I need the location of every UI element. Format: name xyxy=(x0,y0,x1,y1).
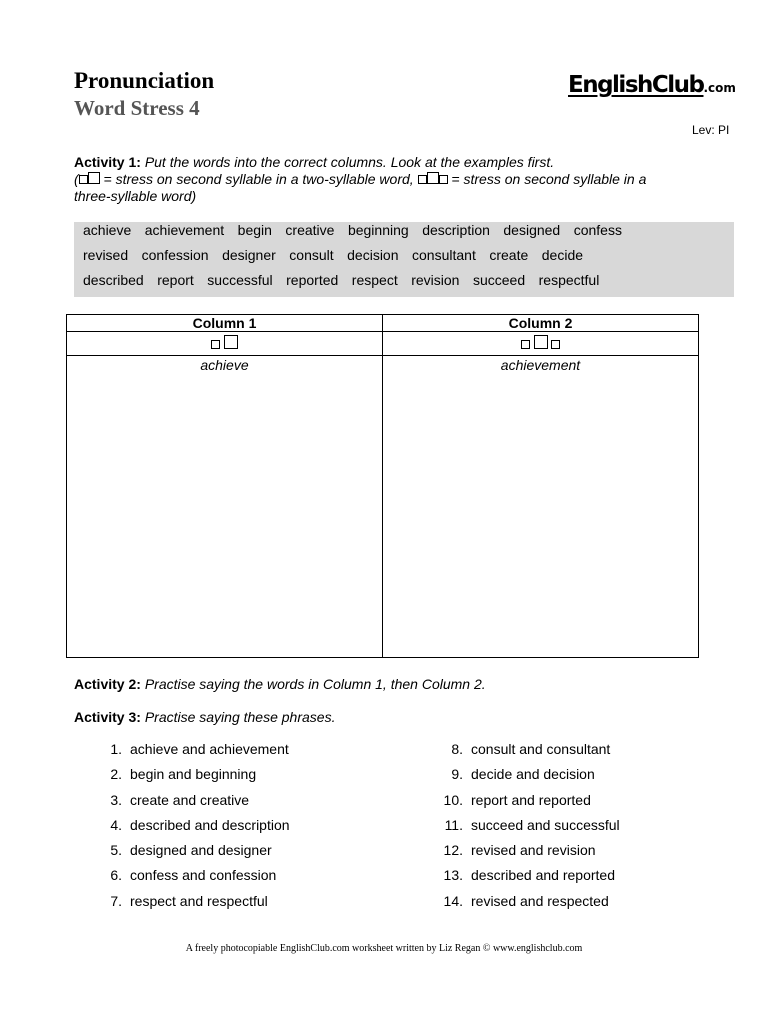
phrase-text: revised and respected xyxy=(471,892,609,909)
phrase-number: 13. xyxy=(443,867,463,884)
englishclub-logo xyxy=(568,72,736,98)
legend-open-paren: ( xyxy=(74,171,79,187)
page-title: Pronunciation xyxy=(74,68,215,93)
column-2-answers[interactable] xyxy=(383,356,699,658)
phrase-number: 8. xyxy=(451,741,463,757)
phrase-number: 5. xyxy=(110,842,122,859)
phrase-item xyxy=(104,792,290,817)
phrase-text: respect and respectful xyxy=(130,892,268,909)
word-bank-word: consultant xyxy=(412,247,476,263)
small-square-icon xyxy=(79,175,88,184)
word-bank-word: decision xyxy=(347,247,399,263)
column-2-header: Column 2 xyxy=(383,315,699,332)
word-bank-word: begin xyxy=(237,222,272,238)
level-label: Lev: PI xyxy=(692,123,730,137)
small-square-icon xyxy=(211,340,220,349)
phrase-item xyxy=(104,893,290,918)
activity-1-text: Put the words into the correct columns. Look at the examples first. xyxy=(144,154,555,170)
word-bank-row xyxy=(83,222,635,238)
footer-credit: A freely photocopiable EnglishClub.com worksheet written by Liz Regan © www.englishclub.com xyxy=(185,943,583,954)
legend-three-syllable-text-cont: three-syllable word) xyxy=(74,188,197,204)
activity-3-instructions xyxy=(74,709,335,726)
phrase-text: achieve and achievement xyxy=(130,741,289,757)
word-bank-word: successful xyxy=(207,272,273,288)
activity-3-text: Practise saying these phrases. xyxy=(144,709,336,725)
word-bank-word: achievement xyxy=(144,222,225,238)
word-bank-word: consult xyxy=(289,247,334,263)
column-2-stress-pattern xyxy=(383,332,699,356)
phrase-item xyxy=(440,867,620,892)
phrase-text: described and reported xyxy=(471,867,615,884)
phrase-number: 2. xyxy=(110,766,122,783)
word-bank-word: designer xyxy=(222,247,276,263)
phrase-item xyxy=(440,817,620,842)
big-square-icon xyxy=(534,335,548,349)
phrase-text: consult and consultant xyxy=(471,741,611,757)
phrase-item xyxy=(440,766,620,791)
phrase-item xyxy=(440,792,620,817)
column-2-example: achievement xyxy=(500,357,581,373)
phrase-number: 1. xyxy=(110,741,122,757)
word-bank-row xyxy=(83,247,597,263)
word-bank-word: decide xyxy=(541,247,584,263)
small-square-icon xyxy=(418,175,427,184)
big-square-icon xyxy=(427,172,439,184)
phrase-text: designed and designer xyxy=(130,842,272,859)
activity-1-instructions xyxy=(74,154,734,205)
column-1-stress-pattern xyxy=(67,332,383,356)
phrase-number: 4. xyxy=(110,816,122,833)
word-bank-word: confession xyxy=(141,247,209,263)
phrase-text: revised and revision xyxy=(471,842,596,859)
logo-main-text: EnglishClub xyxy=(568,72,704,98)
word-bank-word: achieve xyxy=(83,222,132,238)
phrase-item xyxy=(104,842,290,867)
word-bank-row xyxy=(83,272,613,288)
word-bank-word: reported xyxy=(286,272,339,288)
small-square-icon xyxy=(521,340,530,349)
word-bank-word: creative xyxy=(285,222,335,238)
phrase-text: begin and beginning xyxy=(130,766,257,783)
activity-3-label: Activity 3: xyxy=(74,709,141,725)
phrase-list-left xyxy=(104,741,290,918)
small-square-icon xyxy=(551,340,560,349)
phrase-item xyxy=(104,867,290,892)
phrase-item xyxy=(104,817,290,842)
word-bank-word: create xyxy=(489,247,529,263)
word-bank-word: revision xyxy=(411,272,460,288)
phrase-number: 12. xyxy=(443,842,463,859)
word-bank-word: designed xyxy=(503,222,561,238)
phrase-item xyxy=(104,766,290,791)
phrase-item xyxy=(440,741,620,766)
legend-two-syllable-text: = stress on second syllable in a two-syllable word, xyxy=(99,171,418,187)
word-bank-word: respect xyxy=(351,272,398,288)
phrase-item xyxy=(104,741,290,766)
activity-2-text: Practise saying the words in Column 1, then Column 2. xyxy=(144,676,486,692)
big-square-icon xyxy=(88,172,100,184)
phrase-text: create and creative xyxy=(130,791,250,808)
phrase-text: described and description xyxy=(130,816,290,833)
phrase-item xyxy=(440,893,620,918)
phrase-number: 14. xyxy=(443,892,463,909)
word-bank-word: report xyxy=(157,272,194,288)
legend-three-syllable-text: = stress on second syllable in a xyxy=(447,171,647,187)
phrase-number: 10. xyxy=(443,791,463,808)
phrase-list-right xyxy=(440,741,620,918)
word-bank-word: description xyxy=(422,222,490,238)
phrase-number: 6. xyxy=(110,867,122,884)
columns-table xyxy=(66,314,699,658)
word-bank-word: described xyxy=(83,272,144,288)
small-square-icon xyxy=(439,175,448,184)
word-bank-word: succeed xyxy=(472,272,526,288)
word-bank-word: respectful xyxy=(538,272,600,288)
phrase-number: 3. xyxy=(110,791,122,808)
phrase-item xyxy=(440,842,620,867)
activity-1-label: Activity 1: xyxy=(74,154,141,170)
phrase-text: confess and confession xyxy=(130,867,277,884)
activity-2-instructions xyxy=(74,676,486,693)
word-bank-word: revised xyxy=(83,247,129,263)
logo-suffix-text: .com xyxy=(703,81,736,95)
phrase-text: report and reported xyxy=(471,791,591,808)
column-1-header: Column 1 xyxy=(67,315,383,332)
phrase-number: 7. xyxy=(110,892,122,909)
phrase-text: decide and decision xyxy=(471,766,595,783)
phrase-number: 11. xyxy=(444,816,463,833)
phrase-number: 9. xyxy=(451,766,463,783)
column-1-answers[interactable] xyxy=(67,356,383,658)
word-bank-word: confess xyxy=(573,222,622,238)
activity-2-label: Activity 2: xyxy=(74,676,141,692)
phrase-text: succeed and successful xyxy=(471,816,620,833)
big-square-icon xyxy=(224,335,238,349)
page-subtitle: Word Stress 4 xyxy=(74,96,200,120)
column-1-example: achieve xyxy=(200,357,249,373)
word-bank-word: beginning xyxy=(347,222,409,238)
word-bank xyxy=(74,222,734,297)
